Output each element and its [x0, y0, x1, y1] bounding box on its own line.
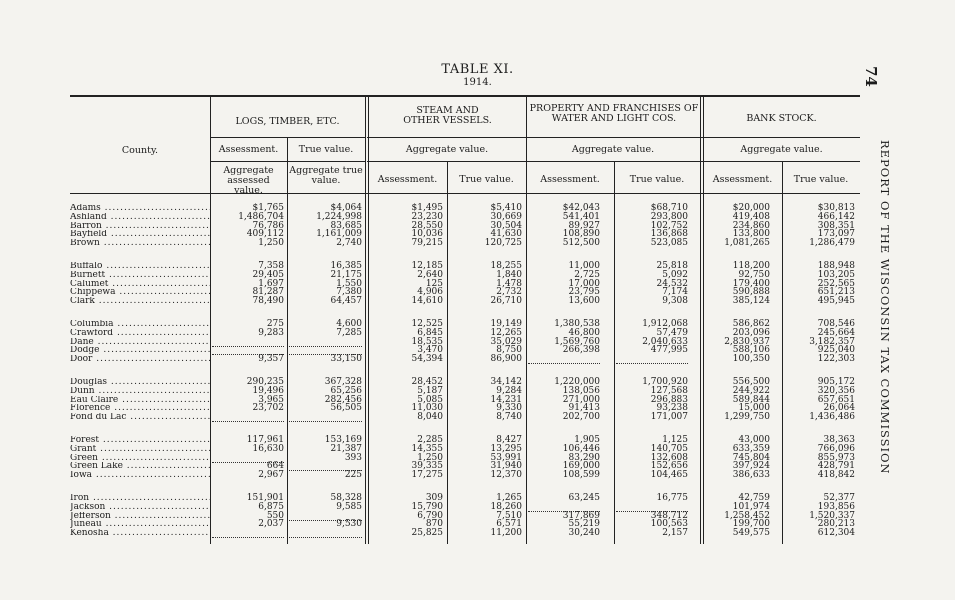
page-number: 74 — [862, 66, 880, 87]
table-cell: 11,030 — [411, 403, 443, 414]
table-cell: 169,000 — [562, 461, 600, 472]
table-cell: 766,096 — [817, 443, 855, 454]
table-cell: 6,875 — [258, 501, 284, 512]
table-cell: 477,995 — [650, 345, 688, 356]
table-cell: 104,465 — [650, 470, 688, 481]
header-logs-assessment: Assessment. — [218, 144, 279, 155]
table-cell: 6,571 — [496, 519, 522, 530]
county-name: Chippewa ..... — [70, 288, 210, 297]
table-cell: 122,303 — [817, 354, 855, 365]
table-cell: 282,456 — [324, 394, 362, 405]
table-cell: 9,284 — [496, 385, 522, 396]
county-name: Green ..... — [70, 454, 210, 463]
table-cell: 11,000 — [568, 261, 600, 271]
empty-cell — [212, 413, 284, 422]
table-cell: 280,213 — [817, 519, 855, 530]
table-cell: 664 — [266, 461, 284, 472]
table-cell: 86,900 — [490, 354, 522, 365]
county-name: Jackson ..... — [70, 503, 210, 512]
table-cell: 25,818 — [656, 261, 688, 271]
county-name: Forest ..... — [70, 436, 210, 445]
table-cell: 1,520,337 — [809, 510, 855, 521]
table-cell: 55,219 — [568, 519, 600, 530]
county-name: Iowa ..... — [70, 471, 210, 480]
county-name: Buffalo ..... — [70, 262, 210, 271]
table-cell: 26,710 — [490, 296, 522, 307]
table-cell: 19,149 — [490, 319, 522, 329]
table-cell: 53,991 — [490, 452, 522, 463]
county-name: Jefferson ..... — [70, 512, 210, 521]
table-cell: 4,600 — [336, 319, 362, 329]
empty-cell — [212, 338, 284, 347]
table-cell: 3,182,357 — [809, 336, 855, 347]
table-cell: 589,844 — [732, 394, 770, 405]
county-name: Grant ..... — [70, 445, 210, 454]
table-cell: 7,380 — [336, 287, 362, 298]
table-cell: 1,250 — [417, 452, 443, 463]
table-title: TABLE XI. — [441, 62, 514, 77]
table-cell: 348,712 — [650, 510, 688, 521]
table-cell: 855,973 — [817, 452, 855, 463]
table-cell: 28,550 — [411, 220, 443, 231]
table-cell: 905,172 — [817, 377, 855, 387]
table-cell: 83,685 — [330, 220, 362, 231]
col-divider — [287, 138, 288, 544]
header-steam: STEAM AND OTHER VESSELS. — [403, 105, 492, 126]
county-name: Fond du Lac ..... — [70, 413, 210, 422]
table-cell: 925,040 — [817, 345, 855, 356]
county-name: Dodge ..... — [70, 346, 210, 355]
table-cell: 125 — [425, 278, 443, 289]
table-cell: 188,948 — [817, 261, 855, 271]
table-cell: 512,500 — [562, 238, 600, 249]
table-cell: 2,040,633 — [642, 336, 688, 347]
table-cell: 428,791 — [817, 461, 855, 472]
table-cell: 193,856 — [817, 501, 855, 512]
table-cell: 320,356 — [817, 385, 855, 396]
table-cell: 118,200 — [732, 261, 770, 271]
county-name: Door ..... — [70, 355, 210, 364]
table-cell: 79,215 — [411, 238, 443, 249]
table-cell: 138,056 — [562, 385, 600, 396]
table-cell: 92,750 — [738, 269, 770, 280]
county-name: Florence ..... — [70, 404, 210, 413]
table-cell: 58,328 — [330, 493, 362, 503]
table-cell: 1,697 — [258, 278, 284, 289]
county-name: Juneau ..... — [70, 520, 210, 529]
table-cell: 2,830,937 — [724, 336, 770, 347]
col-divider — [447, 162, 448, 544]
table-cell: 52,377 — [823, 493, 855, 503]
header-water-assessment: Assessment. — [540, 174, 600, 185]
table-cell: 33,150 — [330, 354, 362, 365]
county-name: Crawford ..... — [70, 329, 210, 338]
header-county: County. — [121, 145, 159, 156]
col-divider — [210, 97, 211, 544]
table-cell: 151,901 — [246, 493, 284, 503]
table-cell: 1,569,760 — [554, 336, 600, 347]
table-cell: $20,000 — [732, 203, 770, 213]
county-name: Ashland ..... — [70, 213, 210, 222]
col-divider — [368, 97, 369, 544]
county-name: Adams ..... — [70, 204, 210, 213]
table-cell: 419,408 — [732, 211, 770, 222]
table-cell: 117,961 — [246, 435, 284, 445]
table-cell: 89,927 — [568, 220, 600, 231]
table-cell: 245,664 — [817, 327, 855, 338]
table-cell: 35,029 — [490, 336, 522, 347]
table-cell: 271,000 — [562, 394, 600, 405]
table-cell: 108,890 — [562, 229, 600, 240]
table-cell: 15,790 — [411, 501, 443, 512]
table-cell: 495,945 — [817, 296, 855, 307]
county-name: Green Lake ..... — [70, 462, 210, 471]
table-cell: 140,705 — [650, 443, 688, 454]
table-cell: 43,000 — [738, 435, 770, 445]
table-cell: 63,245 — [568, 493, 600, 503]
table-year: 1914. — [463, 77, 492, 88]
col-divider — [703, 97, 704, 544]
table-cell: 1,250 — [258, 238, 284, 249]
table-cell: 10,036 — [411, 229, 443, 240]
table-cell: 1,905 — [574, 435, 600, 445]
subheader-rule-c — [367, 137, 860, 138]
col-divider — [526, 97, 527, 544]
county-name: Barron ..... — [70, 222, 210, 231]
table-cell: 106,446 — [562, 443, 600, 454]
table-cell: 225 — [344, 470, 362, 481]
table-cell: 21,387 — [330, 443, 362, 454]
table-cell: 173,097 — [817, 229, 855, 240]
table-cell: 586,862 — [732, 319, 770, 329]
table-cell: $1,765 — [252, 203, 284, 213]
header-bank-assessment: Assessment. — [712, 174, 773, 185]
table-cell: 8,040 — [417, 412, 443, 423]
table-cell: 1,224,998 — [316, 211, 362, 222]
table-cell: 18,260 — [490, 501, 522, 512]
header-steam-assessment: Assessment. — [377, 174, 438, 185]
county-name: Dunn ..... — [70, 387, 210, 396]
table-cell: 76,786 — [252, 220, 284, 231]
table-cell: 2,725 — [574, 269, 600, 280]
table-cell: 386,633 — [732, 470, 770, 481]
table-cell: 1,125 — [662, 435, 688, 445]
table-cell: 13,600 — [568, 296, 600, 307]
table-cell: 1,081,265 — [724, 238, 770, 249]
table-cell: 651,213 — [817, 287, 855, 298]
table-cell: 16,630 — [252, 443, 284, 454]
empty-cell — [289, 413, 362, 422]
table-cell: 2,157 — [662, 528, 688, 539]
table-cell: 309 — [425, 493, 443, 503]
table-cell: 171,007 — [650, 412, 688, 423]
table-cell: 12,370 — [490, 470, 522, 481]
header-water-true: True value. — [629, 174, 685, 185]
table-cell: 367,328 — [324, 377, 362, 387]
table-cell: 46,800 — [568, 327, 600, 338]
table-cell: 23,230 — [411, 211, 443, 222]
table-cell: 549,575 — [732, 528, 770, 539]
table-cell: 17,000 — [568, 278, 600, 289]
table-cell: 612,304 — [817, 528, 855, 539]
table-cell: 1,478 — [496, 278, 522, 289]
table-cell: 64,457 — [330, 296, 362, 307]
header-steam-aggregate: Aggregate value. — [405, 144, 489, 155]
table-cell: 108,599 — [562, 470, 600, 481]
table-cell: 18,535 — [411, 336, 443, 347]
top-rule — [70, 95, 860, 97]
table-cell: 18,255 — [490, 261, 522, 271]
table-cell: 24,532 — [656, 278, 688, 289]
table-cell: 1,258,452 — [724, 510, 770, 521]
table-cell: 275 — [266, 319, 284, 329]
table-cell: 293,800 — [650, 211, 688, 222]
table-cell: 9,585 — [336, 501, 362, 512]
table-cell: 550 — [266, 510, 284, 521]
table-cell: 234,860 — [732, 220, 770, 231]
table-cell: 31,940 — [490, 461, 522, 472]
table-cell: 39,335 — [411, 461, 443, 472]
header-bottom-rule — [70, 193, 860, 194]
empty-cell — [289, 529, 362, 538]
table-cell: 5,092 — [662, 269, 688, 280]
table-cell: 83,290 — [568, 452, 600, 463]
table-cell: 657,651 — [817, 394, 855, 405]
county-name: Kenosha ..... — [70, 529, 210, 538]
table-cell: 12,525 — [411, 319, 443, 329]
table-cell: 11,200 — [490, 528, 522, 539]
table-cell: 7,285 — [336, 327, 362, 338]
table-cell: 590,888 — [732, 287, 770, 298]
header-water: PROPERTY AND FRANCHISES OF WATER AND LIGHT COS. — [529, 103, 699, 124]
empty-cell — [528, 355, 600, 364]
county-name: Brown ..... — [70, 239, 210, 248]
table-cell: 244,922 — [732, 385, 770, 396]
header-bank-aggregate: Aggregate value. — [740, 144, 823, 155]
table-cell: 65,256 — [330, 385, 362, 396]
table-cell: 30,669 — [490, 211, 522, 222]
table-cell: 101,974 — [732, 501, 770, 512]
table-cell: 6,845 — [417, 327, 443, 338]
table-cell: 152,656 — [650, 461, 688, 472]
table-cell: 745,804 — [732, 452, 770, 463]
county-name: Douglas ..... — [70, 378, 210, 387]
county-name: Clark ..... — [70, 297, 210, 306]
empty-cell — [212, 529, 284, 538]
table-cell: 81,287 — [252, 287, 284, 298]
table-cell: 1,436,486 — [809, 412, 855, 423]
table-cell: 28,452 — [411, 377, 443, 387]
table-cell: 30,504 — [490, 220, 522, 231]
table-cell: 9,283 — [258, 327, 284, 338]
table-cell: 136,868 — [650, 229, 688, 240]
table-cell: 2,967 — [258, 470, 284, 481]
table-cell: 556,500 — [732, 377, 770, 387]
table-cell: 466,142 — [817, 211, 855, 222]
county-name: Bayfield ..... — [70, 230, 210, 239]
table-cell: 1,840 — [496, 269, 522, 280]
table-cell: 153,169 — [324, 435, 362, 445]
header-logs-assess-sub: Aggregate assessed value. — [223, 165, 274, 196]
table-cell: 14,610 — [411, 296, 443, 307]
table-cell: 29,405 — [252, 269, 284, 280]
table-cell: 23,795 — [568, 287, 600, 298]
table-cell: 1,912,068 — [642, 319, 688, 329]
table-cell: 1,220,000 — [554, 377, 600, 387]
table-cell: 127,568 — [650, 385, 688, 396]
table-cell: $68,710 — [650, 203, 688, 213]
table-cell: 7,510 — [496, 510, 522, 521]
header-logs: LOGS, TIMBER, ETC. — [235, 116, 340, 127]
table-cell: 15,000 — [738, 403, 770, 414]
empty-cell — [616, 355, 688, 364]
table-cell: 7,358 — [258, 261, 284, 271]
table-cell: 708,546 — [817, 319, 855, 329]
table-cell: 9,330 — [496, 403, 522, 414]
table-cell: $4,064 — [330, 203, 362, 213]
header-bank-true: True value. — [793, 174, 849, 185]
table-cell: 26,064 — [823, 403, 855, 414]
table-cell: 2,285 — [417, 435, 443, 445]
table-cell: 2,037 — [258, 519, 284, 530]
table-cell: 2,740 — [336, 238, 362, 249]
table-cell: 6,790 — [417, 510, 443, 521]
col-divider — [782, 162, 783, 544]
county-name: Eau Claire ..... — [70, 396, 210, 405]
table-cell: 21,175 — [330, 269, 362, 280]
table-cell: 100,350 — [732, 354, 770, 365]
table-cell: 16,385 — [330, 261, 362, 271]
table-cell: 12,265 — [490, 327, 522, 338]
header-water-aggregate: Aggregate value. — [571, 144, 655, 155]
header-bank: BANK STOCK. — [746, 113, 817, 124]
table-cell: 56,505 — [330, 403, 362, 414]
table-cell: 1,550 — [336, 278, 362, 289]
col-divider — [700, 97, 701, 544]
table-cell: 25,825 — [411, 528, 443, 539]
table-cell: 8,427 — [496, 435, 522, 445]
table-cell: 7,174 — [662, 287, 688, 298]
table-cell: 870 — [425, 519, 443, 530]
header-logs-true-sub: Aggregate true value. — [289, 165, 363, 186]
table-cell: 409,112 — [246, 229, 284, 240]
county-name: Iron ..... — [70, 494, 210, 503]
table-cell: 393 — [344, 452, 362, 463]
table-cell: 202,700 — [562, 412, 600, 423]
table-cell: 1,700,920 — [642, 377, 688, 387]
table-cell: 397,924 — [732, 461, 770, 472]
table-cell: 78,490 — [252, 296, 284, 307]
county-name: Dane ..... — [70, 338, 210, 347]
table-cell: 523,085 — [650, 238, 688, 249]
table-cell: 9,530 — [336, 519, 362, 530]
table-cell: 133,800 — [732, 229, 770, 240]
table-cell: 252,565 — [817, 278, 855, 289]
table-cell: 418,842 — [817, 470, 855, 481]
table-cell: 93,238 — [656, 403, 688, 414]
table-cell: 8,750 — [496, 345, 522, 356]
table-cell: 179,400 — [732, 278, 770, 289]
table-cell: 8,740 — [496, 412, 522, 423]
table-cell: 34,142 — [490, 377, 522, 387]
table-cell: 14,355 — [411, 443, 443, 454]
table-cell: 203,096 — [732, 327, 770, 338]
table-cell: 1,486,704 — [238, 211, 284, 222]
table-cell: 1,161,009 — [316, 229, 362, 240]
table-cell: 42,759 — [738, 493, 770, 503]
table-cell: 1,286,479 — [809, 238, 855, 249]
table-cell: $42,043 — [562, 203, 600, 213]
table-cell: 5,187 — [417, 385, 443, 396]
table-cell: 3,470 — [417, 345, 443, 356]
table-cell: 5,085 — [417, 394, 443, 405]
table-cell: 385,124 — [732, 296, 770, 307]
table-cell: 132,608 — [650, 452, 688, 463]
table-cell: 588,106 — [732, 345, 770, 356]
table-cell: 2,640 — [417, 269, 443, 280]
table-cell: 1,265 — [496, 493, 522, 503]
empty-cell — [289, 338, 362, 347]
table-cell: 16,775 — [656, 493, 688, 503]
header-steam-true: True value. — [459, 174, 514, 185]
table-cell: 1,380,538 — [554, 319, 600, 329]
table-cell: 199,700 — [732, 519, 770, 530]
table-cell: 91,413 — [568, 403, 600, 414]
col-divider — [614, 162, 615, 544]
table-cell: 19,496 — [252, 385, 284, 396]
table-cell: 13,295 — [490, 443, 522, 454]
table-cell: 3,965 — [258, 394, 284, 405]
table-cell: 103,205 — [817, 269, 855, 280]
table-cell: 1,299,750 — [724, 412, 770, 423]
table-cell: 633,359 — [732, 443, 770, 454]
county-name: Columbia ..... — [70, 320, 210, 329]
table-cell: 266,398 — [562, 345, 600, 356]
table-cell: 102,752 — [650, 220, 688, 231]
table-cell: 317,869 — [562, 510, 600, 521]
table-cell: 290,235 — [246, 377, 284, 387]
table-cell: 4,906 — [417, 287, 443, 298]
county-name: Calumet ..... — [70, 280, 210, 289]
table-cell: 17,275 — [411, 470, 443, 481]
table-cell: 57,479 — [656, 327, 688, 338]
table-cell: 541,401 — [562, 211, 600, 222]
table-cell: 296,883 — [650, 394, 688, 405]
table-cell: 23,702 — [252, 403, 284, 414]
table-cell: 2,732 — [496, 287, 522, 298]
table-cell: $1,495 — [411, 203, 443, 213]
county-name: Burnett ..... — [70, 271, 210, 280]
table-cell: 308,351 — [817, 220, 855, 231]
table-cell: 14,231 — [490, 394, 522, 405]
table-cell: 9,308 — [662, 296, 688, 307]
table-cell: $30,813 — [817, 203, 855, 213]
table-cell: $5,410 — [490, 203, 522, 213]
col-divider — [365, 97, 366, 544]
table-cell: 41,630 — [490, 229, 522, 240]
header-logs-true: True value. — [298, 144, 354, 155]
running-head: REPORT OF THE WISCONSIN TAX COMMISSION — [878, 140, 892, 475]
table-cell: 30,240 — [568, 528, 600, 539]
table-cell: 9,357 — [258, 354, 284, 365]
table-cell: 120,725 — [484, 238, 522, 249]
table-cell: 12,185 — [411, 261, 443, 271]
table-cell: 100,563 — [650, 519, 688, 530]
table-cell: 54,394 — [411, 354, 443, 365]
table-cell: 38,363 — [823, 435, 855, 445]
